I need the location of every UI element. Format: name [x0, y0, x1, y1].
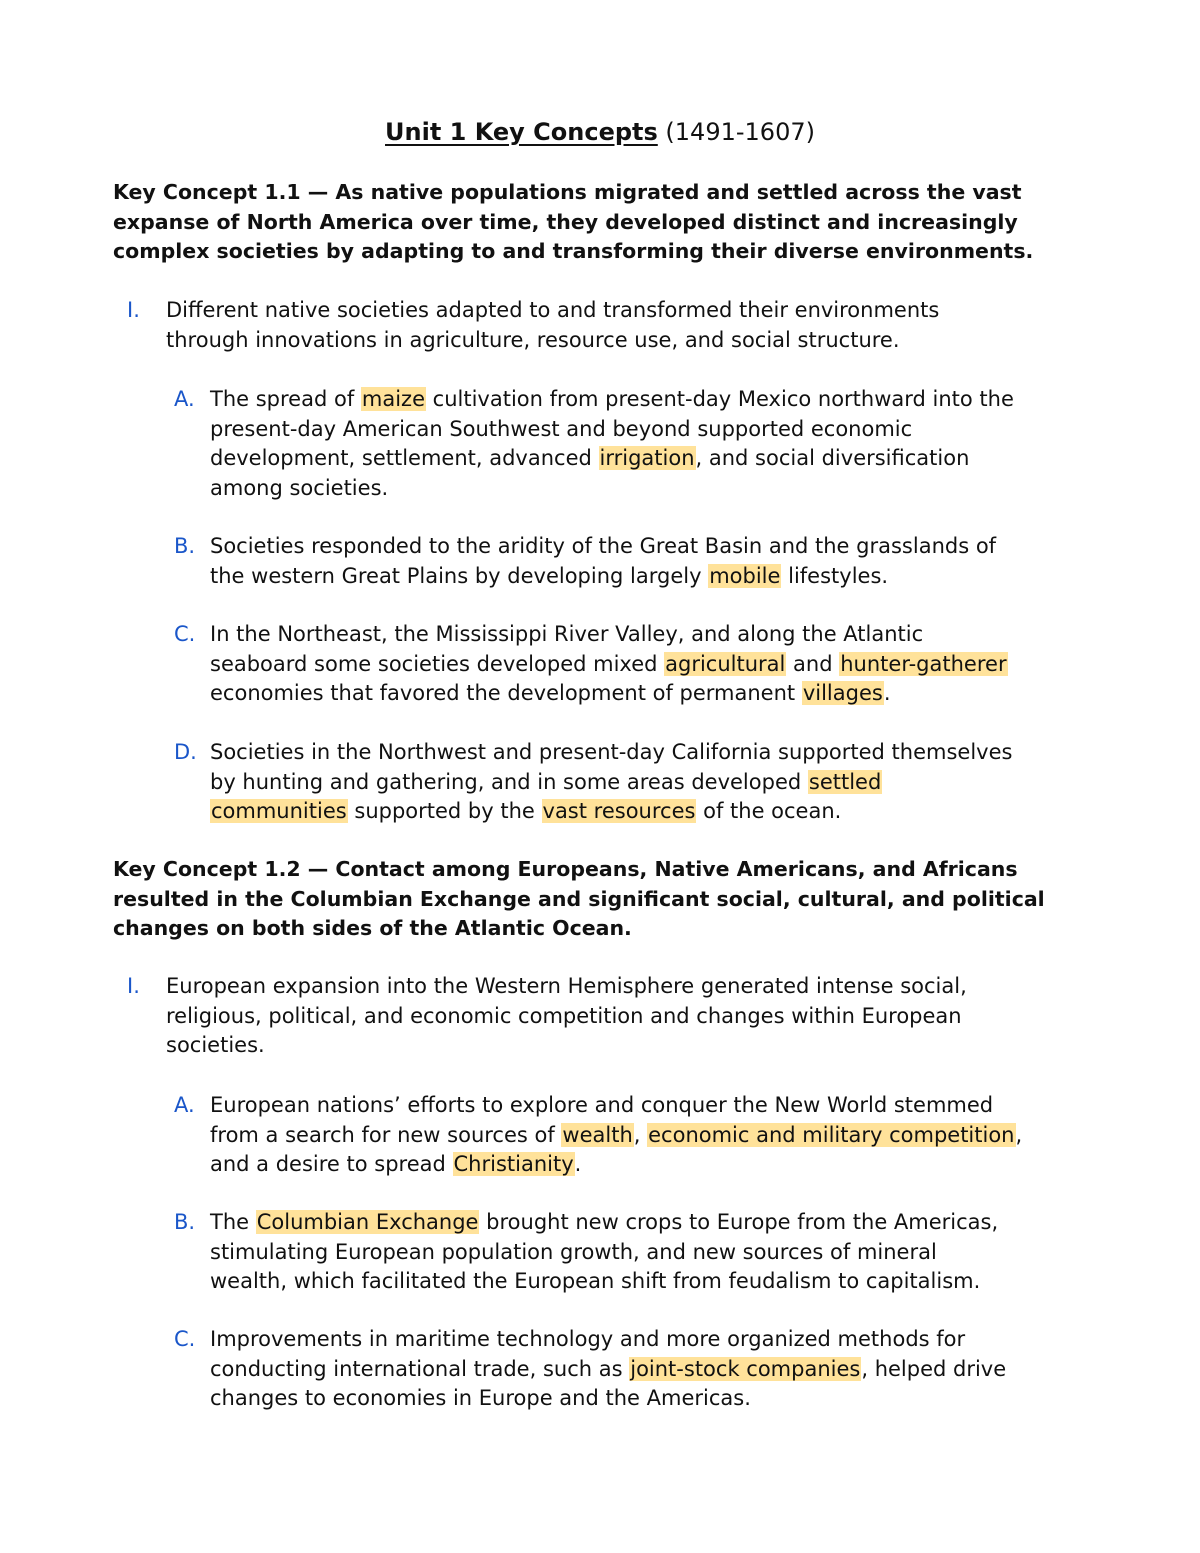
- item-line: Different native societies adapted to and transformed their environments: [166, 298, 940, 322]
- item-line: conducting international trade, such as joint-stock companies, helped drive: [210, 1356, 1007, 1381]
- highlight: wealth: [562, 1122, 633, 1147]
- highlight: joint-stock companies: [630, 1356, 861, 1381]
- highlight: maize: [361, 387, 425, 411]
- item-line: religious, political, and economic competition and changes within European: [166, 1003, 962, 1028]
- item-line: from a search for new sources of wealth, economic and military competition,: [210, 1122, 1023, 1147]
- highlight: Christianity: [453, 1152, 574, 1176]
- item-line: Improvements in maritime technology and more organized methods for: [210, 1327, 966, 1351]
- highlight: irrigation: [599, 446, 695, 470]
- item-line: European expansion into the Western Hemisphere generated intense social,: [166, 974, 967, 998]
- kc-line: Key Concept 1.2 — Contact among Europeans, Native Americans, and Africans: [113, 857, 1018, 881]
- item-line: changes to economies in Europe and the Americas.: [210, 1386, 751, 1410]
- item-line: Societies in the Northwest and present-day California supported themselves: [210, 740, 1013, 764]
- list-marker: A.: [174, 387, 195, 411]
- item-line: seaboard some societies developed mixed agricultural and hunter-gatherer: [210, 651, 1007, 676]
- list-marker: C.: [174, 622, 196, 646]
- kc-line: resulted in the Columbian Exchange and significant social, cultural, and political: [113, 886, 1045, 911]
- highlight: settled: [808, 769, 882, 794]
- kc-line: Key Concept 1.1 — As native populations migrated and settled across the vast: [113, 180, 1022, 204]
- list-marker: D.: [174, 740, 197, 764]
- item-line: European nations’ efforts to explore and conquer the New World stemmed: [210, 1093, 994, 1117]
- list-marker: C.: [174, 1327, 196, 1351]
- page-title: [0, 112, 1200, 152]
- list-marker: B.: [174, 1210, 196, 1234]
- list-marker: I.: [127, 298, 140, 322]
- item-line: wealth, which facilitated the European shift from feudalism to capitalism.: [210, 1269, 981, 1293]
- highlight: vast resources: [542, 799, 696, 823]
- highlight: Columbian Exchange: [256, 1210, 479, 1234]
- list-marker: B.: [174, 534, 196, 558]
- item-line: through innovations in agriculture, resource use, and social structure.: [166, 327, 900, 352]
- highlight: mobile: [709, 563, 781, 588]
- item-line: communities supported by the vast resources of the ocean.: [211, 799, 842, 823]
- key-concept-1-2: [113, 855, 1103, 944]
- highlight: economic and military competition: [648, 1122, 1015, 1147]
- kc-line: complex societies by adapting to and transforming their diverse environments.: [113, 239, 1034, 263]
- list-marker: A.: [174, 1093, 195, 1117]
- item-line: present-day American Southwest and beyond supported economic: [210, 416, 913, 441]
- highlight: villages: [802, 681, 883, 705]
- highlight: communities: [211, 799, 347, 823]
- list-marker: I.: [127, 974, 140, 998]
- title-years: (1491-1607): [665, 118, 815, 146]
- item-line: societies.: [166, 1033, 265, 1057]
- highlight: hunter-gatherer: [840, 651, 1007, 676]
- item-line: and a desire to spread Christianity.: [210, 1152, 582, 1176]
- item-line: In the Northeast, the Mississippi River Valley, and along the Atlantic: [210, 622, 924, 646]
- item-line: development, settlement, advanced irrigation, and social diversification: [210, 446, 970, 470]
- highlight: agricultural: [665, 651, 786, 676]
- item-line: by hunting and gathering, and in some areas developed settled: [210, 769, 882, 794]
- item-line: among societies.: [210, 475, 389, 500]
- item-line: The spread of maize cultivation from present-day Mexico northward into the: [210, 387, 1014, 411]
- title-main: Unit 1 Key Concepts: [385, 118, 658, 146]
- item-line: stimulating European population growth, and new sources of mineral: [210, 1239, 937, 1264]
- item-line: economies that favored the development of permanent villages.: [210, 681, 891, 705]
- kc-line: expanse of North America over time, they developed distinct and increasingly: [113, 209, 1018, 234]
- kc-line: changes on both sides of the Atlantic Ocean.: [113, 916, 632, 940]
- item-line: the western Great Plains by developing largely mobile lifestyles.: [210, 563, 889, 588]
- item-line: Societies responded to the aridity of the Great Basin and the grasslands of: [210, 534, 997, 558]
- item-line: The Columbian Exchange brought new crops to Europe from the Americas,: [210, 1210, 999, 1234]
- key-concept-1-1: [113, 178, 1103, 267]
